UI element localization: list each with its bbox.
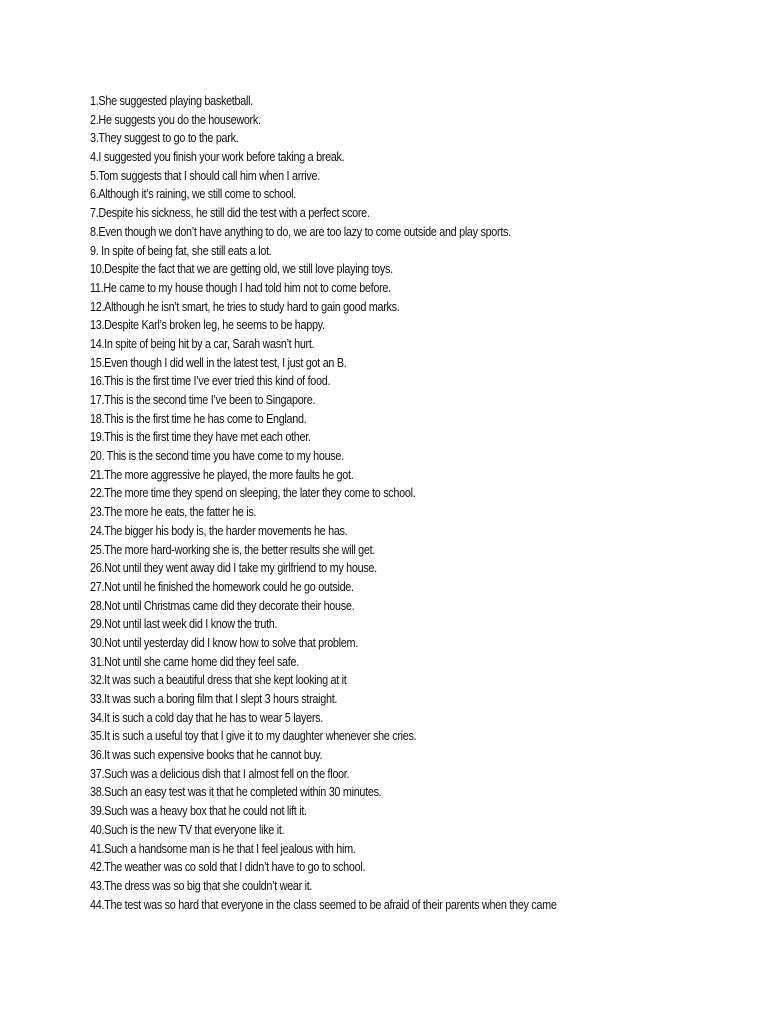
sentence-line: 39.Such was a heavy box that he could not lift it. (90, 804, 307, 819)
sentence-line: 12.Although he isn’t smart, he tries to study hard to gain good marks. (90, 299, 400, 314)
sentence-line: 23.The more he eats, the fatter he is. (90, 505, 257, 520)
sentence-line: 3.They suggest to go to the park. (90, 131, 239, 146)
sentence-line: 34.It is such a cold day that he has to wear 5 layers. (90, 710, 323, 725)
sentence-line: 11.He came to my house though I had told him not to come before. (90, 280, 391, 295)
sentence-line: 40.Such is the new TV that everyone like it. (90, 822, 285, 837)
sentence-line: 7.Despite his sickness, he still did the test with a perfect score. (90, 206, 370, 221)
sentence-line: 26.Not until they went away did I take my girlfriend to my house. (90, 561, 377, 576)
sentence-line: 37.Such was a delicious dish that I almost fell on the floor. (90, 766, 350, 781)
sentence-line: 35.It is such a useful toy that I give it to my daughter whenever she cries. (90, 729, 417, 744)
sentence-line: 24.The bigger his body is, the harder movements he has. (90, 523, 348, 538)
sentence-list (90, 92, 760, 914)
sentence-line: 29.Not until last week did I know the truth. (90, 617, 278, 632)
sentence-line: 30.Not until yesterday did I know how to solve that problem. (90, 635, 358, 650)
sentence-line: 43.The dress was so big that she couldn’t wear it. (90, 878, 313, 893)
sentence-line: 33.It was such a boring film that I slept 3 hours straight. (90, 692, 338, 706)
sentence-line: 38.Such an easy test was it that he completed within 30 minutes. (90, 785, 382, 800)
sentence-line: 25.The more hard-working she is, the better results she will get. (90, 542, 376, 557)
sentence-line: 32.It was such a beautiful dress that she kept looking at it (90, 673, 347, 688)
sentence-line: 22.The more time they spend on sleeping, the later they come to school. (90, 486, 416, 501)
sentence-line: 44.The test was so hard that everyone in the class seemed to be afraid of their parents when they came (90, 897, 557, 912)
sentence-line: 19.This is the first time they have met each other. (90, 430, 311, 445)
sentence-line: 2.He suggests you do the housework. (90, 112, 261, 127)
sentence-line: 36.It was such expensive books that he cannot buy. (90, 748, 323, 763)
sentence-line: 13.Despite Karl’s broken leg, he seems to be happy. (90, 318, 325, 333)
sentence-line: 41.Such a handsome man is he that I feel jealous with him. (90, 841, 356, 856)
sentence-line: 18.This is the first time he has come to England. (90, 411, 307, 426)
sentence-line: 17.This is the second time I’ve been to Singapore. (90, 393, 316, 407)
sentence-line: 6.Although it’s raining, we still come to school. (90, 187, 296, 202)
sentence-line: 42.The weather was co sold that I didn’t have to go to school. (90, 860, 366, 875)
sentence-line: 4.I suggested you finish your work before taking a break. (90, 150, 345, 165)
sentence-line: 16.This is the first time I’ve ever tried this kind of food. (90, 374, 331, 389)
sentence-line: 5.Tom suggests that I should call him when I arrive. (90, 168, 320, 183)
sentence-line: 9. In spite of being fat, she still eats a lot. (90, 243, 272, 258)
sentence-line: 14.In spite of being hit by a car, Sarah wasn’t hurt. (90, 336, 315, 351)
sentence-line: 15.Even though I did well in the latest test, I just got an B. (90, 355, 347, 370)
sentence-line: 21.The more aggressive he played, the more faults he got. (90, 467, 354, 482)
sentence-line: 31.Not until she came home did they feel safe. (90, 654, 299, 669)
sentence-line: 10.Despite the fact that we are getting old, we still love playing toys. (90, 262, 393, 277)
sentence-line: 27.Not until he finished the homework could he go outside. (90, 579, 354, 594)
sentence-line: 20. This is the second time you have come to my house. (90, 449, 344, 464)
sentence-line: 8.Even though we don’t have anything to do, we are too lazy to come outside and play sports. (90, 224, 511, 239)
sentence-line: 28.Not until Christmas came did they decorate their house. (90, 598, 355, 613)
sentence-line: 1.She suggested playing basketball. (90, 94, 253, 108)
